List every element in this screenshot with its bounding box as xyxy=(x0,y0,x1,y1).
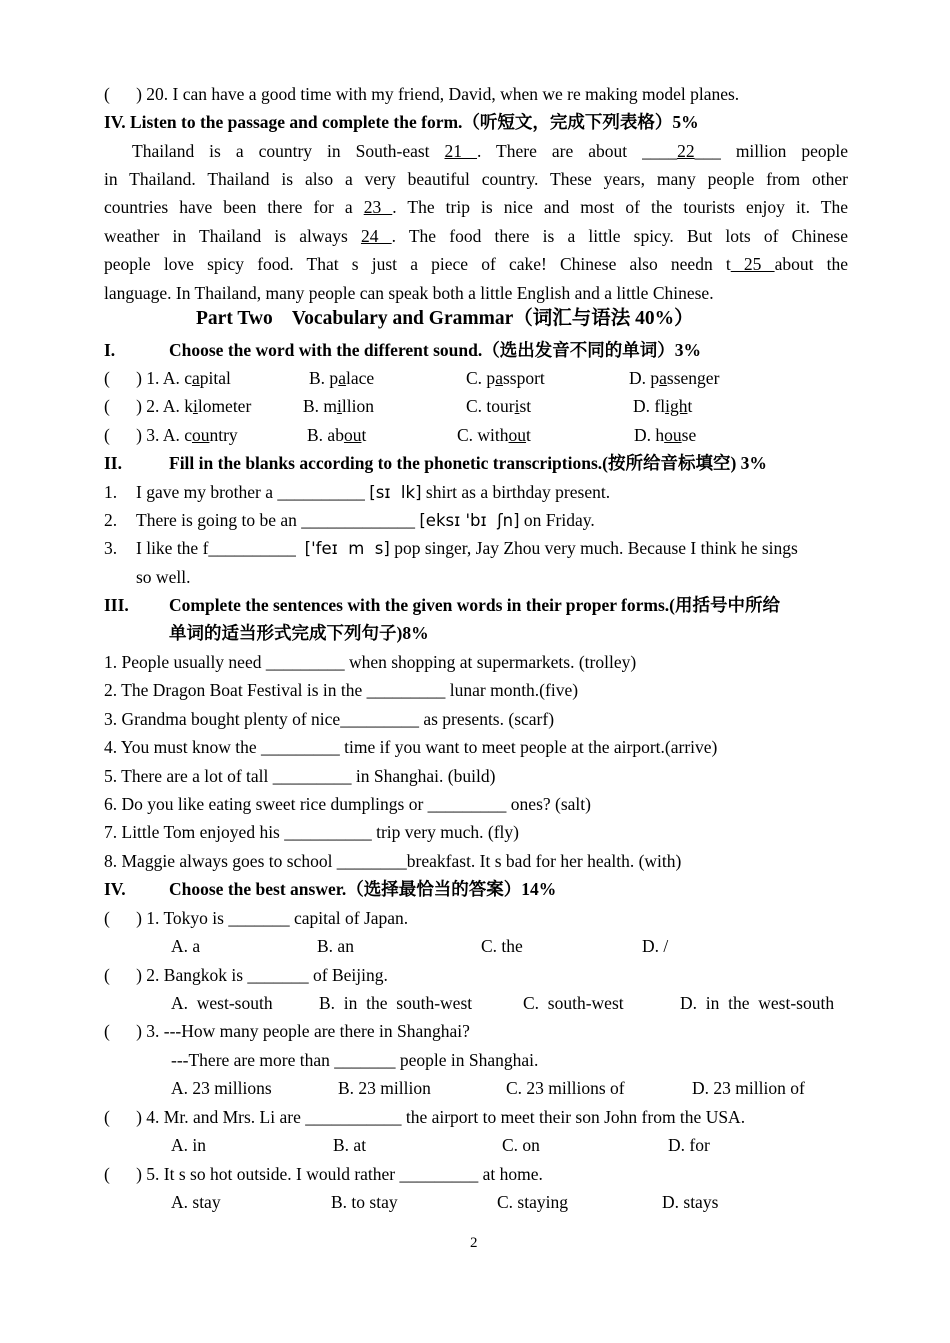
mcq-question-2: ( ) 2. Bangkok is _______ of Beijing. xyxy=(104,965,388,985)
sound-option-b: B. palace xyxy=(309,368,375,388)
phonetic-item: I like the f__________ ['feɪ m s] pop singer, Jay Zhou very much. Because I think he sings xyxy=(136,538,798,558)
listening-note: （听短文，完成下列表格）5% xyxy=(462,112,699,132)
mcq-option: B. to stay xyxy=(331,1192,398,1212)
passage-line-6: language. In Thailand, many people can speak both a little English and a little Chinese. xyxy=(104,283,714,303)
mcq-question-3-line-2: ---There are more than _______ people in Shanghai. xyxy=(171,1050,539,1070)
phonetic-transcription: ['feɪ m s] xyxy=(304,539,390,558)
sound-row-1 xyxy=(104,367,231,389)
sound-option-a: pital xyxy=(199,368,231,388)
page-number: 2 xyxy=(470,1235,478,1251)
sound-letters: i xyxy=(192,396,198,416)
sound-row-2 xyxy=(104,395,251,417)
section-1-title: Choose the word with the different sound. xyxy=(169,340,483,360)
listening-heading xyxy=(104,111,699,133)
mcq-option: C. on xyxy=(502,1135,540,1155)
section-1-heading xyxy=(169,339,701,361)
phonetic-item-number: 1. xyxy=(104,482,118,502)
section-2-note: (按所给音标填空) 3% xyxy=(602,453,767,473)
section-3-number: III. xyxy=(104,595,129,615)
section-4-note: （选择最恰当的答案）14% xyxy=(346,879,557,899)
phonetic-item-continuation: so well. xyxy=(136,567,191,587)
phonetic-transcription: [eksɪ 'bɪ ʃn] xyxy=(419,511,520,530)
passage-text: Thailand is a country in South-east xyxy=(132,141,445,161)
section-3-percent: 8% xyxy=(402,623,429,643)
mcq-question-5: ( ) 5. It s so hot outside. I would rather _________ at home. xyxy=(104,1164,543,1184)
section-3-note: (用括号中所给 xyxy=(669,595,780,615)
section-3-note-2: 单词的适当形式完成下列句子) xyxy=(169,623,403,643)
passage-line-4 xyxy=(104,225,848,247)
mcq-option: B. an xyxy=(317,936,354,956)
mcq-option: C. south-west xyxy=(523,993,624,1013)
sound-option-b: B. million xyxy=(303,396,375,416)
passage-text: . The food there is a little spicy. But lots of Chinese xyxy=(391,226,848,246)
sound-option-b: B. about xyxy=(307,425,367,445)
mcq-option: A. 23 millions xyxy=(171,1078,272,1098)
sound-option-a: ntry xyxy=(209,425,238,445)
passage-line-1 xyxy=(104,140,848,162)
phonetic-transcription: [sɪ lk] xyxy=(369,483,422,502)
part-two-note: （词汇与语法 40%） xyxy=(513,308,694,329)
sound-option-c: C. tourist xyxy=(466,396,532,416)
mcq-option: D. in the west-south xyxy=(680,993,835,1013)
word-form-item-1: 1. People usually need _________ when shopping at supermarkets. (trolley) xyxy=(104,652,637,672)
mcq-option: A. stay xyxy=(171,1192,221,1212)
passage-line-2: in Thailand. Thailand is also a very beautiful country. These years, many people from other xyxy=(104,169,848,189)
phonetic-item-number: 3. xyxy=(104,538,118,558)
word-form-item-2: 2. The Dragon Boat Festival is in the _________ lunar month.(five) xyxy=(104,680,579,700)
mcq-option: C. the xyxy=(481,936,523,956)
phonetic-item: I gave my brother a __________ [sɪ lk] shirt as a birthday present. xyxy=(136,482,611,502)
passage-text: people love spicy food. That s just a piece of cake! Chinese also needn t xyxy=(104,254,731,274)
passage-line-3 xyxy=(104,196,848,218)
sound-option-d: D. house xyxy=(634,425,697,445)
mcq-option: B. in the south-west xyxy=(319,993,473,1013)
part-two-title: Part Two Vocabulary and Grammar xyxy=(196,308,514,329)
mcq-option: B. at xyxy=(333,1135,367,1155)
question-20: ( ) 20. I can have a good time with my friend, David, when we re making model planes. xyxy=(104,84,740,104)
blank-23[interactable]: 23 xyxy=(363,197,393,217)
sound-option-a: lometer xyxy=(197,396,252,416)
sound-option-a: ( ) 1. A. c xyxy=(104,368,192,388)
mcq-option: B. 23 million xyxy=(338,1078,431,1098)
word-form-item-7: 7. Little Tom enjoyed his __________ trip very much. (fly) xyxy=(104,822,519,842)
section-3-heading xyxy=(169,594,780,616)
section-2-number: II. xyxy=(104,453,122,473)
sound-option-c: C. without xyxy=(457,425,531,445)
sound-option-d: D. passenger xyxy=(629,368,720,388)
section-3-heading-cont xyxy=(169,622,429,644)
sound-option-d: D. flight xyxy=(633,396,693,416)
blank-22[interactable]: 22 xyxy=(677,141,695,161)
section-4-heading xyxy=(169,878,556,900)
sound-option-a: ( ) 3. A. c xyxy=(104,425,192,445)
part-two-heading xyxy=(196,307,694,331)
mcq-question-3: ( ) 3. ---How many people are there in Shanghai? xyxy=(104,1021,470,1041)
blank-21[interactable]: 21 xyxy=(444,141,478,161)
mcq-option: A. in xyxy=(171,1135,206,1155)
blank-25[interactable]: 25 xyxy=(730,254,775,274)
word-form-item-5: 5. There are a lot of tall _________ in Shanghai. (build) xyxy=(104,766,496,786)
mcq-option: D. 23 million of xyxy=(692,1078,805,1098)
passage-text: . The trip is nice and most of the tourists enjoy it. The xyxy=(392,197,848,217)
passage-text: ___ million people xyxy=(694,141,849,161)
section-2-heading xyxy=(169,452,767,474)
sound-row-3 xyxy=(104,424,238,446)
phonetic-item-number: 2. xyxy=(104,510,118,530)
mcq-option: D. / xyxy=(642,936,669,956)
mcq-option: A. west-south xyxy=(171,993,273,1013)
word-form-item-3: 3. Grandma bought plenty of nice_________ as presents. (scarf) xyxy=(104,709,555,729)
word-form-item-4: 4. You must know the _________ time if you want to meet people at the airport.(arrive) xyxy=(104,737,718,757)
phonetic-item: There is going to be an _____________ [eksɪ 'bɪ ʃn] on Friday. xyxy=(136,510,595,530)
word-form-item-6: 6. Do you like eating sweet rice dumplings or _________ ones? (salt) xyxy=(104,794,591,814)
passage-text: weather in Thailand is always xyxy=(104,226,361,246)
mcq-option: D. stays xyxy=(662,1192,719,1212)
mcq-option: A. a xyxy=(171,936,201,956)
passage-text: . There are about ____ xyxy=(477,141,678,161)
passage-text: about the xyxy=(774,254,849,274)
section-1-number: I. xyxy=(104,340,116,360)
sound-option-a: ( ) 2. A. k xyxy=(104,396,193,416)
listening-title: IV. Listen to the passage and complete the form. xyxy=(104,112,463,132)
section-1-note: （选出发音不同的单词）3% xyxy=(482,340,701,360)
mcq-option: D. for xyxy=(668,1135,710,1155)
blank-24[interactable]: 24 xyxy=(360,226,392,246)
section-2-title: Fill in the blanks according to the phonetic transcriptions. xyxy=(169,453,603,473)
word-form-item-8: 8. Maggie always goes to school ________breakfast. It s bad for her health. (with) xyxy=(104,851,682,871)
section-3-title: Complete the sentences with the given words in their proper forms. xyxy=(169,595,670,615)
mcq-question-1: ( ) 1. Tokyo is _______ capital of Japan. xyxy=(104,908,409,928)
mcq-option: C. staying xyxy=(497,1192,568,1212)
sound-option-c: C. passport xyxy=(466,368,545,388)
passage-line-5 xyxy=(104,253,848,275)
section-4-number: IV. xyxy=(104,879,126,899)
mcq-question-4: ( ) 4. Mr. and Mrs. Li are ___________ the airport to meet their son John from the USA. xyxy=(104,1107,746,1127)
sound-letters: ou xyxy=(191,425,210,445)
passage-text: countries have been there for a xyxy=(104,197,364,217)
sound-letters: a xyxy=(191,368,200,388)
mcq-option: C. 23 millions of xyxy=(506,1078,625,1098)
section-4-title: Choose the best answer. xyxy=(169,879,347,899)
